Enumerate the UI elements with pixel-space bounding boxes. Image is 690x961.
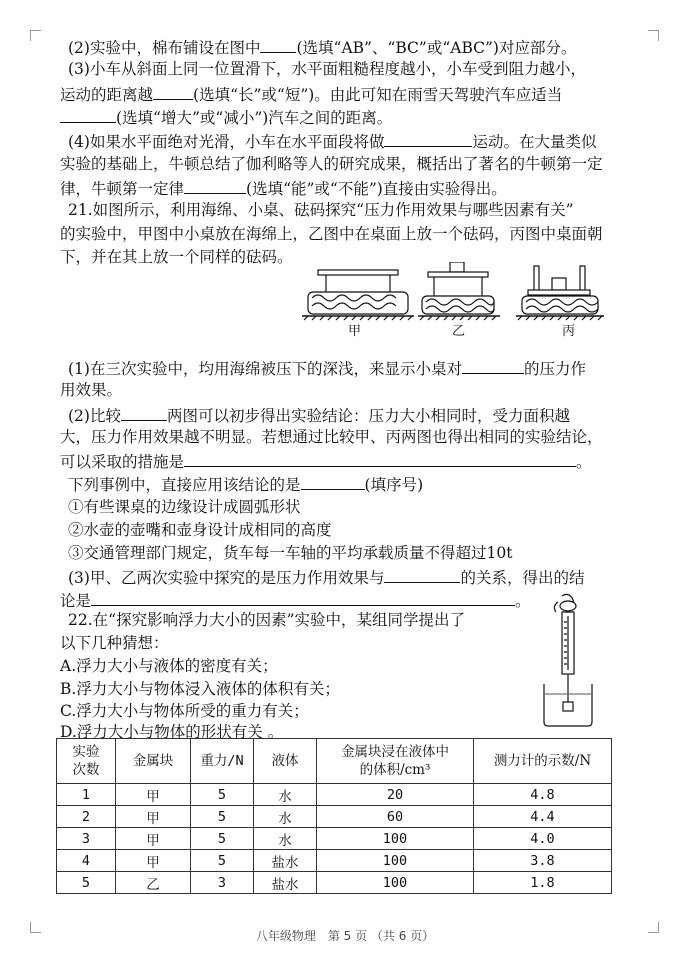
q20-3-text-2a: 运动的距离越 [60, 86, 154, 104]
table-cell: 盐水 [254, 872, 317, 894]
q21-1-text-b: 的压力作 [523, 360, 586, 378]
q20-3-line-2 [60, 83, 650, 105]
q21-1-line-2 [60, 380, 650, 400]
q21-option-3 [68, 543, 658, 563]
q20-4-text-1b: 运动。在大量类似 [472, 133, 597, 151]
q20-4-text-1a: (4)如果水平面绝对光滑，小车在水平面段将做 [68, 133, 385, 151]
table-cell: 4.0 [474, 828, 612, 850]
table-cell: 20 [317, 784, 474, 806]
table-cell: 100 [317, 828, 474, 850]
figure-yi [418, 262, 500, 320]
q20-2-text-b: (选填“AB”、“BC”或“ABC”)对应部分。 [296, 39, 577, 57]
q21-2-line-3 [60, 450, 650, 472]
table-cell: 100 [317, 850, 474, 872]
table-row [57, 828, 612, 850]
q20-4-line-2 [60, 154, 650, 174]
q20-2-blank[interactable] [260, 36, 296, 53]
table-cell: 水 [254, 828, 317, 850]
table-cell: 2 [57, 806, 116, 828]
q20-3-line-1 [68, 59, 658, 79]
table-cell: 乙 [116, 872, 191, 894]
q21-2-line-2 [60, 427, 650, 447]
table-cell: 4 [57, 850, 116, 872]
buoyancy-data-table [56, 738, 612, 894]
q20-3-blank-1[interactable] [153, 83, 193, 100]
table-cell: 甲 [116, 850, 191, 872]
q21-text-2: 的实验中，甲图中小桌放在海绵上，乙图中在桌面上放一个砝码，丙图中桌面朝 [60, 225, 603, 243]
q21-3-text-a: (3)甲、乙两次实验中探究的是压力作用效果与 [68, 569, 385, 587]
q21-1-blank[interactable] [462, 357, 524, 374]
table-cell: 3 [191, 872, 254, 894]
page-footer: 八年级物理 第 5 页 （共 6 页） [255, 929, 435, 943]
header-trial: 实验 次数 [57, 739, 116, 784]
q21-option-2-text: ②水壶的壶嘴和壶身设计成相同的高度 [68, 521, 332, 539]
q21-2-blank-1[interactable] [121, 404, 167, 421]
table-cell: 甲 [116, 784, 191, 806]
q21-option-2 [68, 520, 658, 540]
spring-balance-figure [532, 592, 604, 728]
q21-text-3: 下，并在其上放一个同样的砝码。 [60, 248, 293, 266]
q22-text-2: 以下几种猜想： [60, 634, 169, 652]
q20-3-text-2b: (选填“长”或“短”)。由此可知在雨雪天驾驶汽车应适当 [193, 86, 563, 104]
q20-4-text-2: 实验的基础上，牛顿总结了伽利略等人的研究成果，概括出了著名的牛顿第一定 [60, 155, 603, 173]
figure-label-yi: 乙 [452, 324, 466, 338]
q21-2-text-b: 两图可以初步得出实验结论：压力大小相同时，受力面积越 [166, 407, 570, 425]
table-cell: 1.8 [474, 872, 612, 894]
q20-3-text-1: (3)小车从斜面上同一位置滑下，水平面粗糙程度越小，小车受到阻力越小， [68, 60, 586, 78]
table-row [57, 872, 612, 894]
table-cell: 4.8 [474, 784, 612, 806]
q21-1-line-1 [68, 357, 658, 379]
table-cell: 1 [57, 784, 116, 806]
figure-label-jia: 甲 [348, 324, 362, 338]
q20-2-line [68, 36, 658, 58]
figure-bing [516, 266, 604, 320]
table-body [57, 784, 612, 894]
q20-4-text-3b: (选填“能”或“不能”)直接由实验得出。 [246, 180, 507, 198]
header-liquid: 液体 [254, 739, 317, 784]
header-weight: 重力/N [191, 739, 254, 784]
q20-4-line-3 [60, 177, 650, 199]
header-volume: 金属块浸在液体中 的体积/cm³ [317, 739, 474, 784]
q21-3-text-2a: 论是 [60, 592, 92, 610]
q20-4-text-3a: 律，牛顿第一定律 [60, 180, 185, 198]
q20-3-text-3: (选填“增大”或“减小”)汽车之间的距离。 [116, 109, 393, 127]
table-cell: 5 [191, 850, 254, 872]
table-header-row [57, 739, 612, 784]
q22-guess-c-text: C.浮力大小与物体所受的重力有关； [60, 702, 309, 720]
q20-2-text-a: (2)实验中，棉布铺设在图中 [68, 39, 261, 57]
q20-4-blank-2[interactable] [184, 177, 246, 194]
header-reading: 测力计的示数/N [474, 739, 612, 784]
q21-2-text-3b: 。 [576, 453, 592, 471]
table-row [57, 806, 612, 828]
q22-text-1: 22.在“探究影响浮力大小的因素”实验中，某组同学提出了 [68, 611, 466, 629]
q21-1-text-a: (1)在三次实验中，均用海绵被压下的深浅，来显示小桌对 [68, 360, 462, 378]
sponge-table-figure [300, 262, 620, 338]
table-cell: 盐水 [254, 850, 317, 872]
q22-guess-d-text: D.浮力大小与物体的形状有关 。 [60, 723, 284, 741]
table-cell: 5 [191, 784, 254, 806]
table-cell: 5 [57, 872, 116, 894]
q21-text-1: 21.如图所示，利用海绵、小桌、砝码探究“压力作用效果与哪些因素有关” [68, 201, 574, 219]
table-row [57, 850, 612, 872]
q21-2-text-2: 大，压力作用效果越不明显。若想通过比较甲、丙两图也得出相同的实验结论， [60, 428, 603, 446]
q22-guess-a-text: A.浮力大小与液体的密度有关； [60, 657, 278, 675]
table-cell: 100 [317, 872, 474, 894]
figure-jia [302, 270, 414, 320]
table-cell: 甲 [116, 806, 191, 828]
q21-2-blank-3[interactable] [301, 473, 365, 490]
table-cell: 3 [57, 828, 116, 850]
q21-3-text-b: 的关系，得出的结 [460, 569, 585, 587]
q21-3-line-1 [68, 566, 658, 588]
table-cell: 5 [191, 828, 254, 850]
q21-2-text-a: (2)比较 [68, 407, 121, 425]
table-cell: 3.8 [474, 850, 612, 872]
q21-2-line-4 [68, 473, 658, 495]
q21-3-text-2b: 。 [515, 592, 531, 610]
q21-option-1-text: ①有些课桌的边缘设计成圆弧形状 [68, 498, 301, 516]
q21-3-blank-2[interactable] [91, 589, 515, 606]
table-row [57, 784, 612, 806]
q21-2-blank-2[interactable] [184, 450, 576, 467]
q21-3-blank-1[interactable] [384, 566, 460, 583]
q20-4-blank-1[interactable] [384, 130, 472, 147]
q21-2-text-4a: 下列事例中，直接应用该结论的是 [68, 476, 301, 494]
table-cell: 甲 [116, 828, 191, 850]
q21-line-2 [60, 224, 650, 244]
header-metal-block: 金属块 [116, 739, 191, 784]
table-cell: 60 [317, 806, 474, 828]
table-cell: 水 [254, 784, 317, 806]
q21-2-line-1 [68, 404, 658, 426]
table-cell: 5 [191, 806, 254, 828]
q20-3-blank-2[interactable] [60, 106, 116, 123]
q21-line-1 [68, 200, 658, 220]
q21-option-3-text: ③交通管理部门规定，货车每一车轴的平均承载质量不得超过10t [68, 544, 513, 562]
table-cell: 水 [254, 806, 317, 828]
q21-2-text-3a: 可以采取的措施是 [60, 453, 185, 471]
q20-4-line-1 [68, 130, 658, 152]
q21-option-1 [68, 497, 658, 517]
q20-3-line-3 [60, 106, 650, 128]
corner-mark-tl [30, 30, 41, 41]
q21-1-text-2: 用效果。 [60, 381, 123, 399]
table-cell: 4.4 [474, 806, 612, 828]
q22-guess-b-text: B.浮力大小与物体浸入液体的体积有关； [60, 680, 340, 698]
q21-2-text-4b: (填序号) [364, 476, 424, 494]
figure-label-bing: 丙 [562, 324, 576, 338]
